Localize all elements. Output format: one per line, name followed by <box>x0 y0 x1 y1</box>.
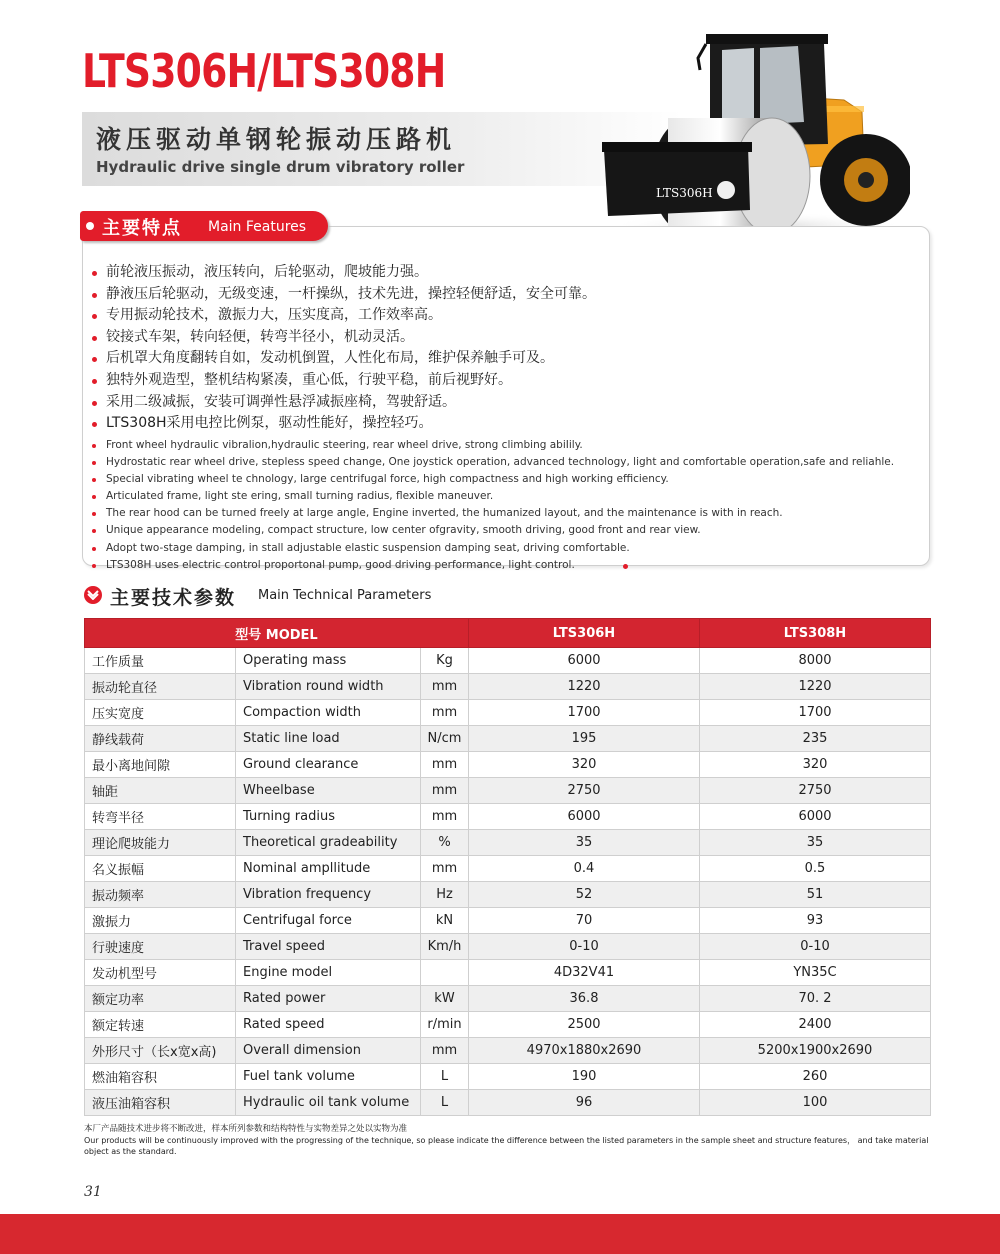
page-number: 31 <box>84 1184 102 1200</box>
feature-item-cn: 前轮液压振动，液压转向，后轮驱动，爬坡能力强。 <box>92 262 596 284</box>
param-en: Operating mass <box>236 648 421 674</box>
spec-body <box>85 648 931 1116</box>
param-cn: 激振力 <box>85 908 236 934</box>
param-unit: kW <box>421 986 469 1012</box>
feature-item-en: Unique appearance modeling, compact structure, low center ofgravity, smooth driving, good front and rear view. <box>92 522 894 539</box>
table-row <box>85 648 931 674</box>
value-lts306h: 52 <box>469 882 700 908</box>
feature-item-en: Front wheel hydraulic vibralion,hydraulic steering, rear wheel drive, strong climbing abiIily. <box>92 437 894 454</box>
value-lts306h: 6000 <box>469 648 700 674</box>
param-cn: 静线载荷 <box>85 726 236 752</box>
param-cn: 发动机型号 <box>85 960 236 986</box>
param-en: Vibration frequency <box>236 882 421 908</box>
feature-item-en: Special vibrating wheel te chnology, large centrifugal force, high compactness and high working efficiency. <box>92 471 894 488</box>
value-lts308h: 320 <box>700 752 931 778</box>
feature-item-en: Adopt two-stage damping, in stall adjustable elastic suspension damping seat, driving comfortable. <box>92 540 894 557</box>
table-row <box>85 726 931 752</box>
feature-item-cn: LTS308H采用电控比例泵，驱动性能好，操控轻巧。 <box>92 413 596 435</box>
param-unit: Km/h <box>421 934 469 960</box>
param-en: Compaction width <box>236 700 421 726</box>
param-unit: L <box>421 1064 469 1090</box>
value-lts308h: 1700 <box>700 700 931 726</box>
feature-item-cn: 专用振动轮技术，激振力大，压实度高，工作效率高。 <box>92 305 596 327</box>
param-unit: mm <box>421 700 469 726</box>
header-lts308h: LTS308H <box>700 619 931 648</box>
value-lts308h: 6000 <box>700 804 931 830</box>
param-cn: 液压油箱容积 <box>85 1090 236 1116</box>
value-lts308h: 2750 <box>700 778 931 804</box>
param-en: Ground clearance <box>236 752 421 778</box>
param-cn: 轴距 <box>85 778 236 804</box>
feature-item-en: Articulated frame, light ste ering, small turning radius, flexible maneuver. <box>92 488 894 505</box>
value-lts306h: 70 <box>469 908 700 934</box>
param-unit: r/min <box>421 1012 469 1038</box>
param-en: Fuel tank volume <box>236 1064 421 1090</box>
value-lts308h: 5200x1900x2690 <box>700 1038 931 1064</box>
header-model: 型号 MODEL <box>85 619 469 648</box>
table-row <box>85 674 931 700</box>
features-heading-tab <box>80 211 328 241</box>
tech-heading-en: Main Technical Parameters <box>258 588 432 603</box>
tech-heading-cn: 主要技术参数 <box>110 587 237 609</box>
value-lts308h: 2400 <box>700 1012 931 1038</box>
value-lts306h: 320 <box>469 752 700 778</box>
footnote-en: Our products will be continuously improved with the progressing of the technique, so please indicate the difference between the listed parameters in the sample sheet and structure features， and take material object as the standard. <box>84 1136 929 1156</box>
header-lts306h: LTS306H <box>469 619 700 648</box>
chevron-down-icon <box>84 586 102 604</box>
table-row <box>85 934 931 960</box>
features-list-cn <box>92 262 596 435</box>
param-cn: 名义振幅 <box>85 856 236 882</box>
param-cn: 振动轮直径 <box>85 674 236 700</box>
param-en: Nominal ampllitude <box>236 856 421 882</box>
value-lts306h: 36.8 <box>469 986 700 1012</box>
param-en: Engine model <box>236 960 421 986</box>
value-lts308h: 0-10 <box>700 934 931 960</box>
value-lts306h: 1700 <box>469 700 700 726</box>
feature-item-en: The rear hood can be turned freely at large angle, Engine inverted, the humanized layout, and the maintenance is with in reach. <box>92 505 894 522</box>
param-cn: 转弯半径 <box>85 804 236 830</box>
features-heading-cn: 主要特点 <box>102 218 182 239</box>
param-en: Rated power <box>236 986 421 1012</box>
value-lts308h: 51 <box>700 882 931 908</box>
value-lts306h: 4D32V41 <box>469 960 700 986</box>
table-row <box>85 1012 931 1038</box>
param-unit: L <box>421 1090 469 1116</box>
value-lts306h: 190 <box>469 1064 700 1090</box>
value-lts308h: 235 <box>700 726 931 752</box>
table-row <box>85 804 931 830</box>
table-row <box>85 830 931 856</box>
param-en: Wheelbase <box>236 778 421 804</box>
value-lts308h: 1220 <box>700 674 931 700</box>
value-lts306h: 1220 <box>469 674 700 700</box>
table-row <box>85 856 931 882</box>
param-unit: mm <box>421 674 469 700</box>
param-cn: 行驶速度 <box>85 934 236 960</box>
value-lts308h: 0.5 <box>700 856 931 882</box>
value-lts308h: YN35C <box>700 960 931 986</box>
param-cn: 最小离地间隙 <box>85 752 236 778</box>
footer-bar <box>0 1214 1000 1254</box>
value-lts306h: 0.4 <box>469 856 700 882</box>
param-cn: 外形尺寸（长x宽x高) <box>85 1038 236 1064</box>
features-list-en <box>92 437 894 574</box>
param-cn: 工作质量 <box>85 648 236 674</box>
table-row <box>85 908 931 934</box>
param-unit: N/cm <box>421 726 469 752</box>
param-en: Hydraulic oil tank volume <box>236 1090 421 1116</box>
value-lts306h: 4970x1880x2690 <box>469 1038 700 1064</box>
param-unit: Kg <box>421 648 469 674</box>
roller-model-label: LTS306H <box>656 186 713 200</box>
feature-item-cn: 后机罩大角度翻转自如，发动机倒置，人性化布局，维护保养触手可及。 <box>92 348 596 370</box>
value-lts306h: 195 <box>469 726 700 752</box>
value-lts308h: 93 <box>700 908 931 934</box>
param-cn: 振动频率 <box>85 882 236 908</box>
subtitle-chinese: 液压驱动单钢轮振动压路机 <box>96 125 457 154</box>
table-row <box>85 700 931 726</box>
value-lts306h: 2500 <box>469 1012 700 1038</box>
param-en: Centrifugal force <box>236 908 421 934</box>
param-unit: mm <box>421 778 469 804</box>
table-row <box>85 1038 931 1064</box>
value-lts306h: 6000 <box>469 804 700 830</box>
param-cn: 燃油箱容积 <box>85 1064 236 1090</box>
value-lts306h: 2750 <box>469 778 700 804</box>
table-row <box>85 1090 931 1116</box>
table-row <box>85 1064 931 1090</box>
value-lts306h: 0-10 <box>469 934 700 960</box>
param-cn: 额定功率 <box>85 986 236 1012</box>
param-cn: 压实宽度 <box>85 700 236 726</box>
feature-item-cn: 独特外观造型，整机结构紧凑，重心低，行驶平稳，前后视野好。 <box>92 370 596 392</box>
table-row <box>85 986 931 1012</box>
value-lts306h: 96 <box>469 1090 700 1116</box>
param-unit: mm <box>421 856 469 882</box>
spec-table <box>84 618 931 1116</box>
param-cn: 理论爬坡能力 <box>85 830 236 856</box>
roller-image <box>598 14 910 242</box>
param-en: Theoretical gradeability <box>236 830 421 856</box>
param-en: Rated speed <box>236 1012 421 1038</box>
param-unit: mm <box>421 1038 469 1064</box>
value-lts308h: 35 <box>700 830 931 856</box>
feature-item-cn: 铰接式车架，转向轻便，转弯半径小，机动灵活。 <box>92 327 596 349</box>
value-lts306h: 35 <box>469 830 700 856</box>
param-en: Turning radius <box>236 804 421 830</box>
table-row <box>85 752 931 778</box>
value-lts308h: 70. 2 <box>700 986 931 1012</box>
value-lts308h: 100 <box>700 1090 931 1116</box>
param-cn: 额定转速 <box>85 1012 236 1038</box>
table-row <box>85 960 931 986</box>
param-en: Overall dimension <box>236 1038 421 1064</box>
footnote-cn: 本厂产品随技术进步将不断改进，样本所列参数和结构特性与实物差异之处以实物为准 <box>84 1124 408 1134</box>
features-heading-en: Main Features <box>208 219 307 235</box>
feature-item-cn: 静液压后轮驱动，无级变速，一杆操纵，技术先进，操控轻便舒适，安全可靠。 <box>92 284 596 306</box>
subtitle-english: Hydraulic drive single drum vibratory roller <box>96 158 465 176</box>
value-lts308h: 8000 <box>700 648 931 674</box>
param-unit: kN <box>421 908 469 934</box>
feature-item-en: Hydrostatic rear wheel drive, stepless speed change, One joystick operation, advanced technology, light and comfortable operation,safe and reliahle. <box>92 454 894 471</box>
bullet-icon <box>86 222 94 230</box>
param-unit <box>421 960 469 986</box>
table-row <box>85 882 931 908</box>
decorative-dot <box>623 564 628 569</box>
param-unit: mm <box>421 804 469 830</box>
param-unit: mm <box>421 752 469 778</box>
table-row <box>85 778 931 804</box>
param-en: Travel speed <box>236 934 421 960</box>
param-en: Static line load <box>236 726 421 752</box>
spec-header-row <box>85 619 931 648</box>
feature-item-en: LTS308H uses electric control proportonal pump, good driving performance, light control. <box>92 557 894 574</box>
param-unit: Hz <box>421 882 469 908</box>
value-lts308h: 260 <box>700 1064 931 1090</box>
feature-item-cn: 采用二级减振，安装可调弹性悬浮减振座椅，驾驶舒适。 <box>92 392 596 414</box>
param-en: Vibration round width <box>236 674 421 700</box>
page-title: LTS306H/LTS308H <box>82 44 446 98</box>
param-unit: % <box>421 830 469 856</box>
